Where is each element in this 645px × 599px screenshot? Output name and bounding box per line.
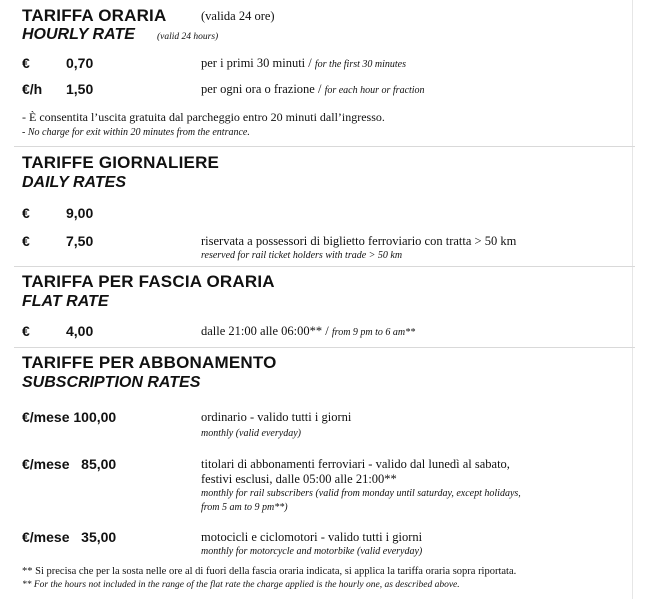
hourly-row1-desc: per i primi 30 minuti / for the first 30 minutes — [201, 56, 407, 70]
right-border — [632, 0, 633, 599]
hourly-title: TARIFFA ORARIA — [22, 6, 167, 25]
hourly-validity-en: (valid 24 hours) — [157, 32, 219, 42]
subscription-title-en: SUBSCRIPTION RATES — [22, 374, 201, 391]
subscription-row2-desc-1: titolari di abbonamenti ferroviari - valido dal lunedì al sabato, — [201, 457, 510, 471]
flat-currency: € — [22, 323, 30, 339]
hourly-note-en: - No charge for exit within 20 minutes from the entrance. — [22, 127, 250, 138]
daily-title: TARIFFE GIORNALIERE — [22, 153, 220, 172]
subscription-row2-desc-2: festivi esclusi, dalle 05:00 alle 21:00** — [201, 472, 397, 486]
daily-title-en: DAILY RATES — [22, 174, 127, 191]
flat-title: TARIFFA PER FASCIA ORARIA — [22, 272, 275, 291]
daily-row2-currency: € — [22, 233, 30, 249]
hourly-note: - È consentita l’uscita gratuita dal parcheggio entro 20 minuti dall’ingresso. — [22, 110, 385, 124]
hourly-row1-value: 0,70 — [66, 55, 94, 71]
daily-row2-value: 7,50 — [66, 233, 94, 249]
daily-row1-currency: € — [22, 205, 30, 221]
hourly-row2-currency: €/h — [22, 81, 43, 97]
subscription-row3-desc: motocicli e ciclomotori - valido tutti i giorni — [201, 530, 423, 544]
subscription-row2-desc-en-1: monthly for rail subscribers (valid from monday until saturday, except holidays, — [201, 488, 521, 499]
subscription-row2-desc-en-2: from 5 am to 9 pm**) — [201, 502, 288, 513]
hourly-title-en: HOURLY RATE — [22, 26, 135, 43]
flat-value: 4,00 — [66, 323, 94, 339]
flat-desc: dalle 21:00 alle 06:00** / from 9 pm to 6 am** — [201, 324, 416, 338]
subscription-row2-label: €/mese 85,00 — [22, 456, 117, 472]
hourly-row2-value: 1,50 — [66, 81, 94, 97]
hourly-validity: (valida 24 ore) — [201, 9, 275, 23]
daily-row1-value: 9,00 — [66, 205, 94, 221]
footnote-en: ** For the hours not included in the range of the flat rate the charge applied is the hourly one, as described above. — [22, 580, 460, 590]
subscription-row1-desc: ordinario - valido tutti i giorni — [201, 410, 352, 424]
divider — [14, 347, 635, 348]
divider — [14, 266, 635, 267]
flat-title-en: FLAT RATE — [22, 293, 109, 310]
subscription-row3-desc-en: monthly for motorcycle and motorbike (valid everyday) — [201, 546, 423, 557]
daily-row2-desc-en: reserved for rail ticket holders with trade > 50 km — [201, 250, 403, 261]
footnote-it: ** Si precisa che per la sosta nelle ore al di fuori della fascia oraria indicata, si applica la tariffa oraria sopra riportata. — [22, 566, 517, 577]
subscription-row3-label: €/mese 35,00 — [22, 529, 117, 545]
subscription-title: TARIFFE PER ABBONAMENTO — [22, 353, 277, 372]
subscription-row1-label: €/mese 100,00 — [22, 409, 117, 425]
hourly-row2-desc: per ogni ora o frazione / for each hour or fraction — [201, 82, 425, 96]
subscription-row1-desc-en: monthly (valid everyday) — [201, 428, 301, 439]
hourly-row1-currency: € — [22, 55, 30, 71]
divider — [14, 146, 635, 147]
daily-row2-desc: riservata a possessori di biglietto ferroviario con tratta > 50 km — [201, 234, 517, 248]
